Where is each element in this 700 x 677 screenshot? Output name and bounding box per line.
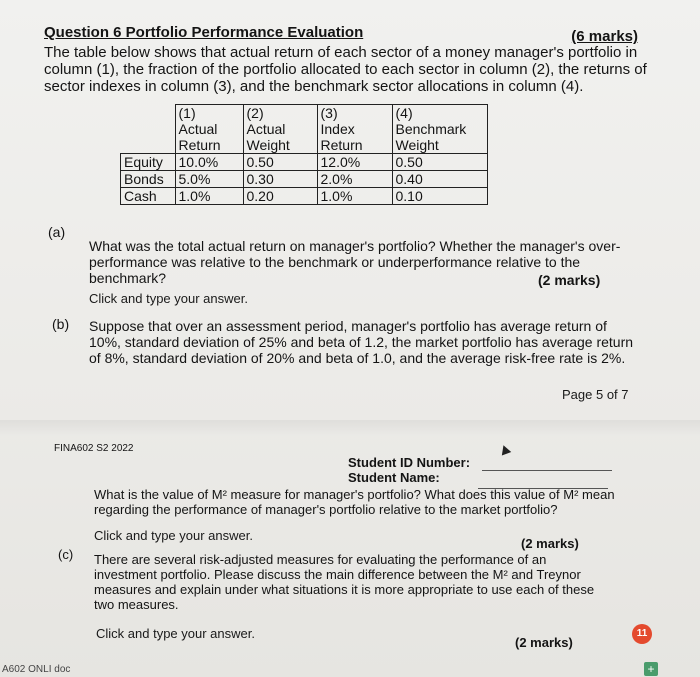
part-b-text: Suppose that over an assessment period, manager's portfolio has average return of 10%, standard deviation of 25% and beta of 1.2, the market portfolio has average return of 8%, standard deviation of 20% and beta of 1.0, and the average risk-free rate is 2%. bbox=[89, 318, 634, 366]
header-line: (1) bbox=[178, 105, 196, 121]
part-b-label: (b) bbox=[52, 316, 70, 332]
part-c-answer-field[interactable]: Click and type your answer. bbox=[96, 626, 255, 641]
add-icon[interactable]: + bbox=[644, 662, 658, 676]
part-c-label: (c) bbox=[58, 547, 74, 562]
row-label: Equity bbox=[121, 154, 176, 171]
table-cell: 0.40 bbox=[392, 171, 487, 188]
table-cell: 0.20 bbox=[243, 188, 317, 205]
table-cell: 5.0% bbox=[175, 171, 243, 188]
header-line: Return bbox=[178, 137, 221, 153]
question-title: Question 6 Portfolio Performance Evaluation bbox=[44, 24, 364, 41]
table-cell: 1.0% bbox=[175, 188, 243, 205]
table-header-row bbox=[121, 105, 488, 154]
page-break bbox=[0, 420, 700, 436]
table-header-col3 bbox=[317, 105, 392, 154]
student-id-label: Student ID Number: bbox=[348, 455, 471, 470]
header-line: Actual bbox=[178, 121, 218, 137]
header-line: (4) bbox=[395, 105, 413, 121]
course-code: FINA602 S2 2022 bbox=[54, 443, 134, 454]
part-a-label: (a) bbox=[48, 224, 66, 240]
table-header-col2 bbox=[243, 105, 317, 154]
portfolio-table bbox=[120, 104, 488, 205]
row-label: Bonds bbox=[121, 171, 176, 188]
table-row bbox=[121, 154, 488, 171]
table-row bbox=[121, 171, 488, 188]
table-cell: 10.0% bbox=[175, 154, 243, 171]
part-b-text-continued: What is the value of M² measure for manager's portfolio? What does this value of M² mean regarding the performance of manager's portfolio relative to the market portfolio? bbox=[94, 487, 615, 517]
student-name-label: Student Name: bbox=[348, 470, 440, 485]
header-line: (3) bbox=[320, 105, 338, 121]
table-cell: 0.10 bbox=[392, 188, 487, 205]
row-label: Cash bbox=[121, 188, 176, 205]
part-a-marks: (2 marks) bbox=[538, 272, 601, 288]
table-row bbox=[121, 188, 488, 205]
table-cell: 0.50 bbox=[392, 154, 487, 171]
header-line: (2) bbox=[246, 105, 264, 121]
page-number: Page 5 of 7 bbox=[562, 387, 629, 402]
header-line: Weight bbox=[395, 137, 439, 153]
part-a-answer-field[interactable]: Click and type your answer. bbox=[89, 291, 248, 306]
part-b-answer-field[interactable]: Click and type your answer. bbox=[94, 528, 253, 543]
table-header-col4 bbox=[392, 105, 487, 154]
part-b-marks: (2 marks) bbox=[521, 536, 579, 551]
table-cell: 0.50 bbox=[243, 154, 317, 171]
header-line: Return bbox=[320, 137, 363, 153]
taskbar-label: A602 ONLI doc bbox=[2, 664, 71, 675]
question-marks: (6 marks) bbox=[571, 28, 638, 45]
header-line: Benchmark bbox=[395, 121, 467, 137]
header-line: Actual bbox=[246, 121, 286, 137]
part-a-text: What was the total actual return on manager's portfolio? Whether the manager's over-performance was relative to the benchmark or underperformance relative to the benchmark? bbox=[89, 238, 621, 286]
student-id-field[interactable] bbox=[482, 470, 612, 471]
mouse-cursor-icon bbox=[499, 444, 511, 456]
table-cell: 0.30 bbox=[243, 171, 317, 188]
table-cell: 2.0% bbox=[317, 171, 392, 188]
part-c-text: There are several risk-adjusted measures for evaluating the performance of an investment portfolio. Please discuss the main difference between the M² and Treynor measures and explain under what situations it is more appropriate to use each of these two measures. bbox=[94, 552, 595, 612]
question-intro: The table below shows that actual return of each sector of a money manager's portfolio in column (1), the fraction of the portfolio allocated to each sector in column (2), the returns of sector indexes in column (3), and the benchmark sector allocations in column (4). bbox=[44, 44, 647, 95]
table-cell: 1.0% bbox=[317, 188, 392, 205]
table-header-col1 bbox=[175, 105, 243, 154]
table-corner-cell bbox=[121, 105, 176, 154]
header-line: Index bbox=[320, 121, 355, 137]
part-c-marks: (2 marks) bbox=[515, 635, 573, 650]
header-line: Weight bbox=[246, 137, 290, 153]
table-cell: 12.0% bbox=[317, 154, 392, 171]
notification-badge[interactable]: 11 bbox=[632, 624, 652, 644]
